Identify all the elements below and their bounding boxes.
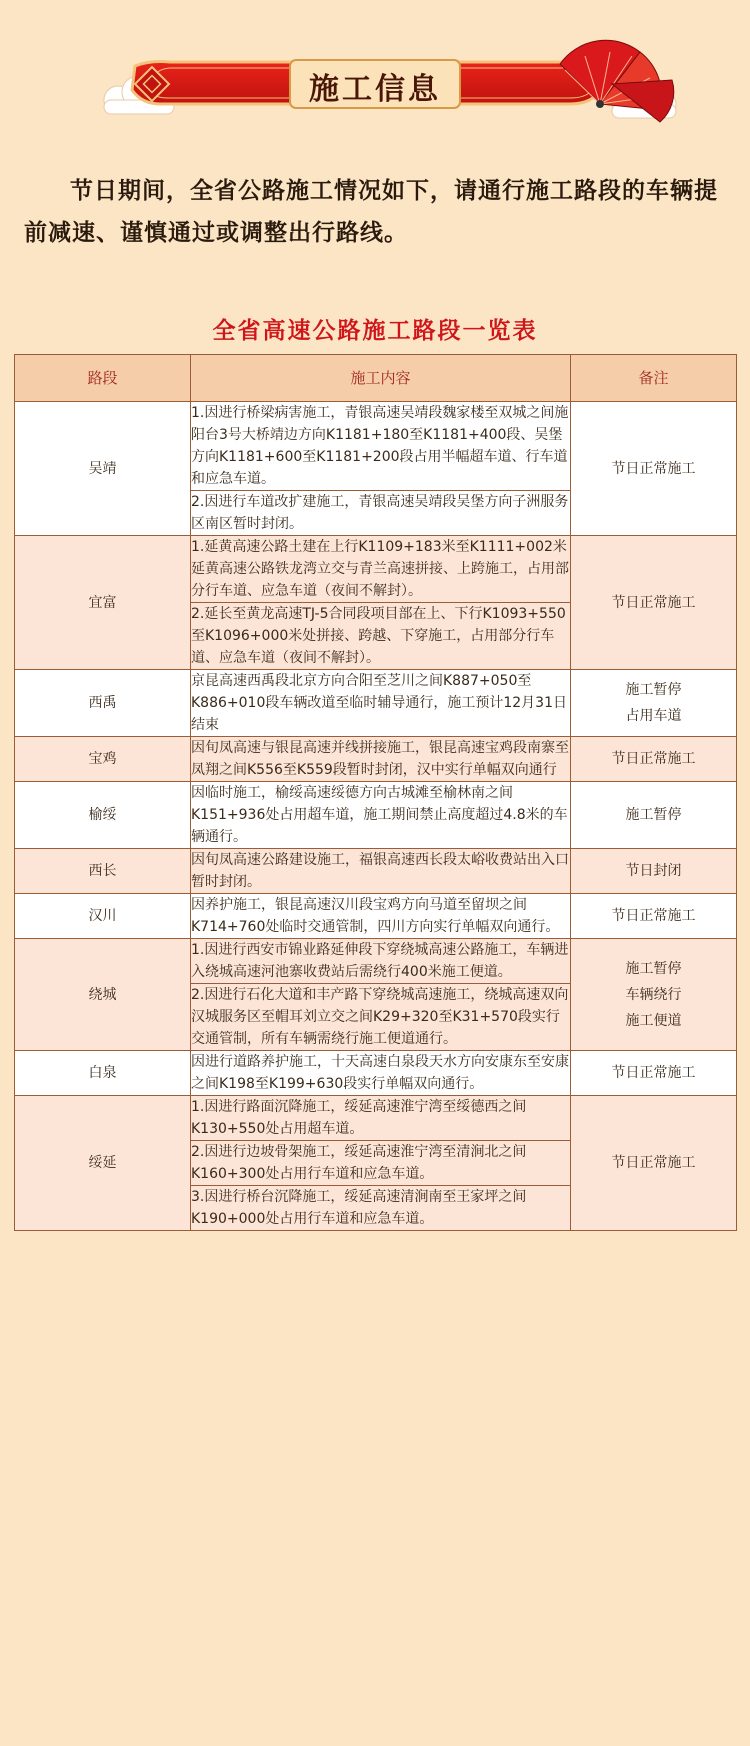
content-cell: 京昆高速西禹段北京方向合阳至芝川之间K887+050至K886+010段车辆改道至临时辅导通行，施工预计12月31日结束: [191, 670, 571, 737]
note-line: 节日正常施工: [611, 1155, 696, 1171]
table-row: [15, 849, 737, 894]
table-row: [15, 1051, 737, 1096]
intro-paragraph: 节日期间，全省公路施工情况如下，请通行施工路段的车辆提前减速、谨慎通过或调整出行路线。: [24, 177, 718, 246]
content-cell: 1.因进行路面沉降施工，绥延高速淮宁湾至绥德西之间K130+550处占用超车道。: [191, 1096, 571, 1141]
section-name: 吴靖: [15, 402, 191, 536]
note-line: 施工便道: [625, 1012, 682, 1029]
table-row: [15, 939, 737, 984]
note-line: 占用车道: [625, 708, 682, 724]
table-row: [15, 782, 737, 849]
content-cell: 1.延黄高速公路土建在上行K1109+183米至K1111+002米延黄高速公路铁龙湾立交与青兰高速拼接、上跨施工，占用部分行车道、应急车道（夜间不解封）。: [191, 536, 571, 603]
note-cell: [571, 536, 737, 670]
note-line: 车辆绕行: [625, 986, 682, 1003]
header-section: 路段: [15, 355, 191, 402]
content-cell: 因养护施工，银昆高速汉川段宝鸡方向马道至留坝之间K714+760处临时交通管制，四川方向实行单幅双向通行。: [191, 894, 571, 939]
content-cell: 2.因进行石化大道和丰产路下穿绕城高速施工，绕城高速双向汉城服务区至帽耳刘立交之间K29+320至K31+570段实行交通管制，所有车辆需绕行施工便道通行。: [191, 984, 571, 1051]
content-cell: 2.延长至黄龙高速TJ-5合同段项目部在上、下行K1093+550至K1096+000米处拼接、跨越、下穿施工，占用部分行车道、应急车道（夜间不解封）。: [191, 603, 571, 670]
table-row: [15, 670, 737, 737]
page-title: 施工信息: [309, 72, 441, 107]
section-name: 榆绥: [15, 782, 191, 849]
content-cell: 因旬凤高速与银昆高速并线拼接施工，银昆高速宝鸡段南寨至凤翔之间K556至K559段暂时封闭，汉中实行单幅双向通行: [191, 737, 571, 782]
note-line: 施工暂停: [625, 682, 682, 698]
note-cell: [571, 737, 737, 782]
content-cell: 2.因进行边坡骨架施工，绥延高速淮宁湾至清涧北之间K160+300处占用行车道和应急车道。: [191, 1141, 571, 1186]
section-name: 白泉: [15, 1051, 191, 1096]
header-banner: [0, 0, 750, 140]
note-cell: [571, 1096, 737, 1231]
content-cell: 因临时施工，榆绥高速绥德方向古城滩至榆林南之间K151+936处占用超车道，施工期间禁止高度超过4.8米的车辆通行。: [191, 782, 571, 849]
section-name: 汉川: [15, 894, 191, 939]
table-row: [15, 402, 737, 491]
table-row: [15, 1096, 737, 1141]
table-title: 全省高速公路施工路段一览表: [212, 317, 538, 344]
content-cell: 因旬凤高速公路建设施工，福银高速西长段太峪收费站出入口暂时封闭。: [191, 849, 571, 894]
header-content: 施工内容: [191, 355, 571, 402]
note-line: 施工暂停: [625, 807, 682, 823]
content-cell: 1.因进行西安市锦业路延伸段下穿绕城高速公路施工，车辆进入绕城高速河池寨收费站后需绕行400米施工便道。: [191, 939, 571, 984]
note-cell: [571, 782, 737, 849]
section-name: 西长: [15, 849, 191, 894]
table-row: [15, 894, 737, 939]
note-cell: [571, 849, 737, 894]
header-note: 备注: [571, 355, 737, 402]
content-cell: 2.因进行车道改扩建施工，青银高速吴靖段吴堡方向子洲服务区南区暂时封闭。: [191, 491, 571, 536]
section-name: 西禹: [15, 670, 191, 737]
content-cell: 1.因进行桥梁病害施工，青银高速吴靖段魏家楼至双城之间施阳台3号大桥靖边方向K1181+180至K1181+400段、吴堡方向K1181+600至K1181+200段占用半幅超车道、行车道和应急车道。: [191, 402, 571, 491]
table-row: [15, 536, 737, 603]
note-cell: [571, 402, 737, 536]
note-line: 节日正常施工: [611, 460, 696, 477]
construction-table: [14, 354, 737, 1231]
note-cell: [571, 1051, 737, 1096]
note-line: 节日正常施工: [611, 594, 696, 611]
table-row: [15, 737, 737, 782]
section-name: 绥延: [15, 1096, 191, 1231]
section-name: 绕城: [15, 939, 191, 1051]
note-line: 节日正常施工: [611, 751, 696, 767]
section-name: 宜富: [15, 536, 191, 670]
note-line: 施工暂停: [625, 960, 682, 977]
note-cell: [571, 939, 737, 1051]
content-cell: 因进行道路养护施工，十天高速白泉段天水方向安康东至安康之间K198至K199+630段实行单幅双向通行。: [191, 1051, 571, 1096]
content-cell: 3.因进行桥台沉降施工，绥延高速清涧南至王家坪之间K190+000处占用行车道和应急车道。: [191, 1186, 571, 1231]
note-line: 节日封闭: [625, 863, 682, 879]
table-body: [15, 402, 737, 1231]
table-header-row: [15, 355, 737, 402]
section-name: 宝鸡: [15, 737, 191, 782]
note-line: 节日正常施工: [611, 908, 696, 924]
note-cell: [571, 670, 737, 737]
note-line: 节日正常施工: [611, 1065, 696, 1081]
note-cell: [571, 894, 737, 939]
